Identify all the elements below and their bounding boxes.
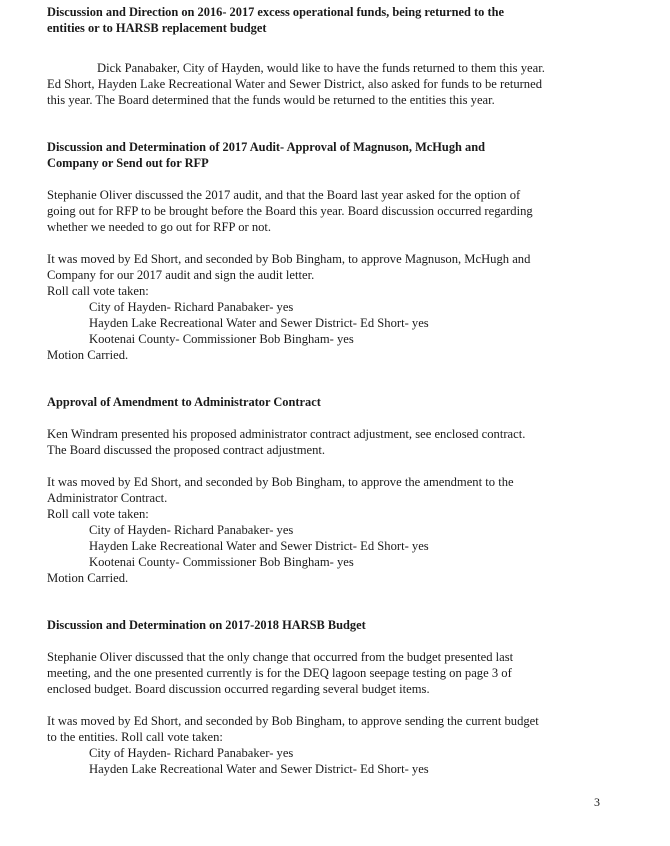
- vote-entry: Kootenai County- Commissioner Bob Bingham- yes: [89, 332, 354, 346]
- text-line: enclosed budget. Board discussion occurred regarding several budget items.: [47, 682, 430, 696]
- section-heading: [47, 617, 603, 633]
- vote-entry: City of Hayden- Richard Panabaker- yes: [89, 523, 294, 537]
- paragraph: [47, 187, 603, 235]
- vote-entry: Kootenai County- Commissioner Bob Bingham- yes: [89, 555, 354, 569]
- heading-line: entities or to HARSB replacement budget: [47, 21, 267, 35]
- section-audit: [47, 139, 603, 363]
- text-line: Ken Windram presented his proposed administrator contract adjustment, see enclosed contract.: [47, 427, 526, 441]
- document-page: [47, 4, 603, 777]
- text-line: Administrator Contract.: [47, 491, 168, 505]
- paragraph: [47, 649, 603, 697]
- roll-call-label: Roll call vote taken:: [47, 507, 149, 521]
- text-line: The Board discussed the proposed contract adjustment.: [47, 443, 326, 457]
- text-line: Company for our 2017 audit and sign the audit letter.: [47, 268, 315, 282]
- section-excess-funds: [47, 4, 603, 108]
- section-administrator-contract: [47, 394, 603, 586]
- motion-paragraph: [47, 474, 603, 522]
- motion-paragraph: [47, 713, 603, 745]
- text-line: Ed Short, Hayden Lake Recreational Water and Sewer District, also asked for funds to be returned: [47, 77, 542, 91]
- text-line: It was moved by Ed Short, and seconded by Bob Bingham, to approve Magnuson, McHugh and: [47, 252, 531, 266]
- motion-paragraph: [47, 251, 603, 299]
- page-number: 3: [594, 795, 600, 809]
- vote-entry: City of Hayden- Richard Panabaker- yes: [89, 300, 294, 314]
- section-heading: [47, 139, 603, 171]
- heading-line: Company or Send out for RFP: [47, 156, 209, 170]
- vote-entry: Hayden Lake Recreational Water and Sewer District- Ed Short- yes: [89, 316, 429, 330]
- text-line: meeting, and the one presented currently is for the DEQ lagoon seepage testing on page 3 of: [47, 666, 512, 680]
- text-line: this year. The Board determined that the funds would be returned to the entities this year.: [47, 93, 495, 107]
- motion-result: Motion Carried.: [47, 348, 129, 362]
- section-heading: [47, 4, 603, 36]
- text-line: Dick Panabaker, City of Hayden, would like to have the funds returned to them this year.: [97, 61, 545, 75]
- vote-entry: Hayden Lake Recreational Water and Sewer District- Ed Short- yes: [89, 539, 429, 553]
- text-line: Stephanie Oliver discussed that the only change that occurred from the budget presented last: [47, 650, 514, 664]
- vote-entry: Hayden Lake Recreational Water and Sewer District- Ed Short- yes: [89, 762, 429, 776]
- section-heading: [47, 394, 603, 410]
- heading-line: Discussion and Determination on 2017-2018 HARSB Budget: [47, 618, 366, 632]
- text-line: whether we needed to go out for RFP or not.: [47, 220, 272, 234]
- section-budget: [47, 617, 603, 777]
- text-line: going out for RFP to be brought before the Board this year. Board discussion occurred regarding: [47, 204, 533, 218]
- motion-result: Motion Carried.: [47, 571, 129, 585]
- text-line: It was moved by Ed Short, and seconded by Bob Bingham, to approve sending the current budget: [47, 714, 539, 728]
- roll-call-label: Roll call vote taken:: [47, 284, 149, 298]
- heading-line: Discussion and Determination of 2017 Audit- Approval of Magnuson, McHugh and: [47, 140, 485, 154]
- vote-entry: City of Hayden- Richard Panabaker- yes: [89, 746, 294, 760]
- heading-line: Approval of Amendment to Administrator Contract: [47, 395, 321, 409]
- text-line: It was moved by Ed Short, and seconded by Bob Bingham, to approve the amendment to the: [47, 475, 514, 489]
- text-line: to the entities. Roll call vote taken:: [47, 730, 223, 744]
- text-line: Stephanie Oliver discussed the 2017 audit, and that the Board last year asked for the option of: [47, 188, 521, 202]
- heading-line: Discussion and Direction on 2016- 2017 excess operational funds, being returned to the: [47, 5, 504, 19]
- paragraph: [47, 60, 603, 108]
- paragraph: [47, 426, 603, 458]
